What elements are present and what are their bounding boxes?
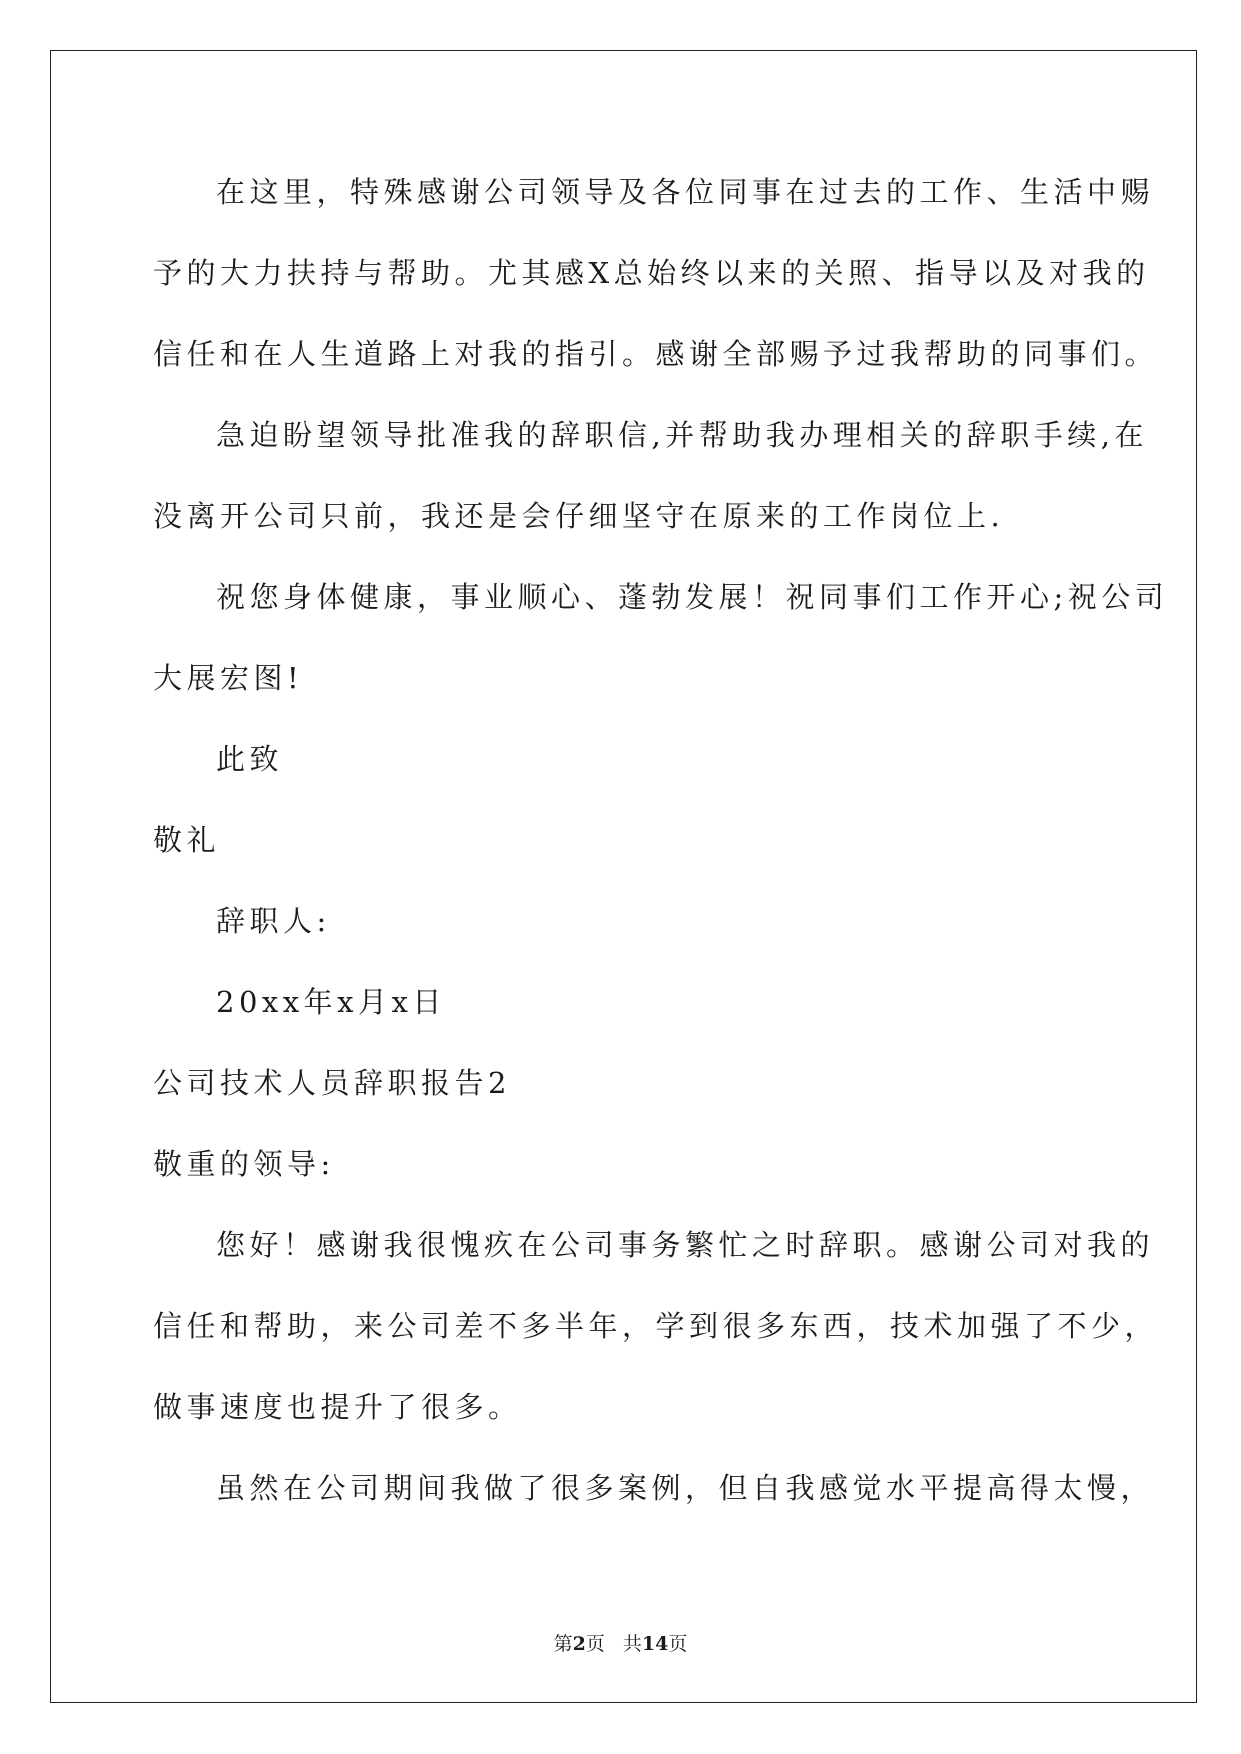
paragraph-line: 您好！感谢我很愧疚在公司事务繁忙之时辞职。感谢公司对我的: [216, 1228, 1155, 1262]
paragraph-line: 虽然在公司期间我做了很多案例，但自我感觉水平提高得太慢，: [216, 1471, 1155, 1505]
section-title: 公司技术人员辞职报告2: [153, 1066, 511, 1100]
current-page-number: 2: [572, 1633, 586, 1655]
page-suffix: 页: [585, 1633, 605, 1655]
signature-label: 辞职人:: [216, 904, 331, 938]
greeting: 敬重的领导:: [153, 1147, 335, 1181]
document-body: [153, 158, 1169, 1535]
paragraph-line: 予的大力扶持与帮助。尤其感X总始终以来的关照、指导以及对我的: [153, 256, 1150, 290]
paragraph-line: 信任和帮助，来公司差不多半年，学到很多东西，技术加强了不少，: [153, 1309, 1159, 1343]
paragraph-line: 没离开公司只前，我还是会仔细坚守在原来的工作岗位上.: [153, 499, 1005, 533]
paragraph-line: 祝您身体健康，事业顺心、蓬勃发展！祝同事们工作开心;祝公司: [216, 580, 1169, 614]
paragraph-line: 做事速度也提升了很多。: [153, 1390, 522, 1424]
total-pages-number: 14: [641, 1633, 669, 1655]
paragraph-line: 急迫盼望领导批准我的辞职信,并帮助我办理相关的辞职手续,在: [216, 418, 1148, 452]
closing-salutation: 敬礼: [153, 823, 221, 857]
date-line: 20xx年x月x日: [216, 985, 446, 1019]
paragraph-line: 信任和在人生道路上对我的指引。感谢全部赐予过我帮助的同事们。: [153, 337, 1159, 371]
page-prefix: 第: [553, 1633, 573, 1655]
total-suffix: 页: [668, 1633, 688, 1655]
paragraph-line: 在这里，特殊感谢公司领导及各位同事在过去的工作、生活中赐: [216, 175, 1155, 209]
total-prefix: 共: [622, 1633, 642, 1655]
page-footer: [0, 1629, 1241, 1656]
closing-phrase: 此致: [216, 742, 284, 776]
paragraph-line: 大展宏图!: [153, 661, 304, 695]
